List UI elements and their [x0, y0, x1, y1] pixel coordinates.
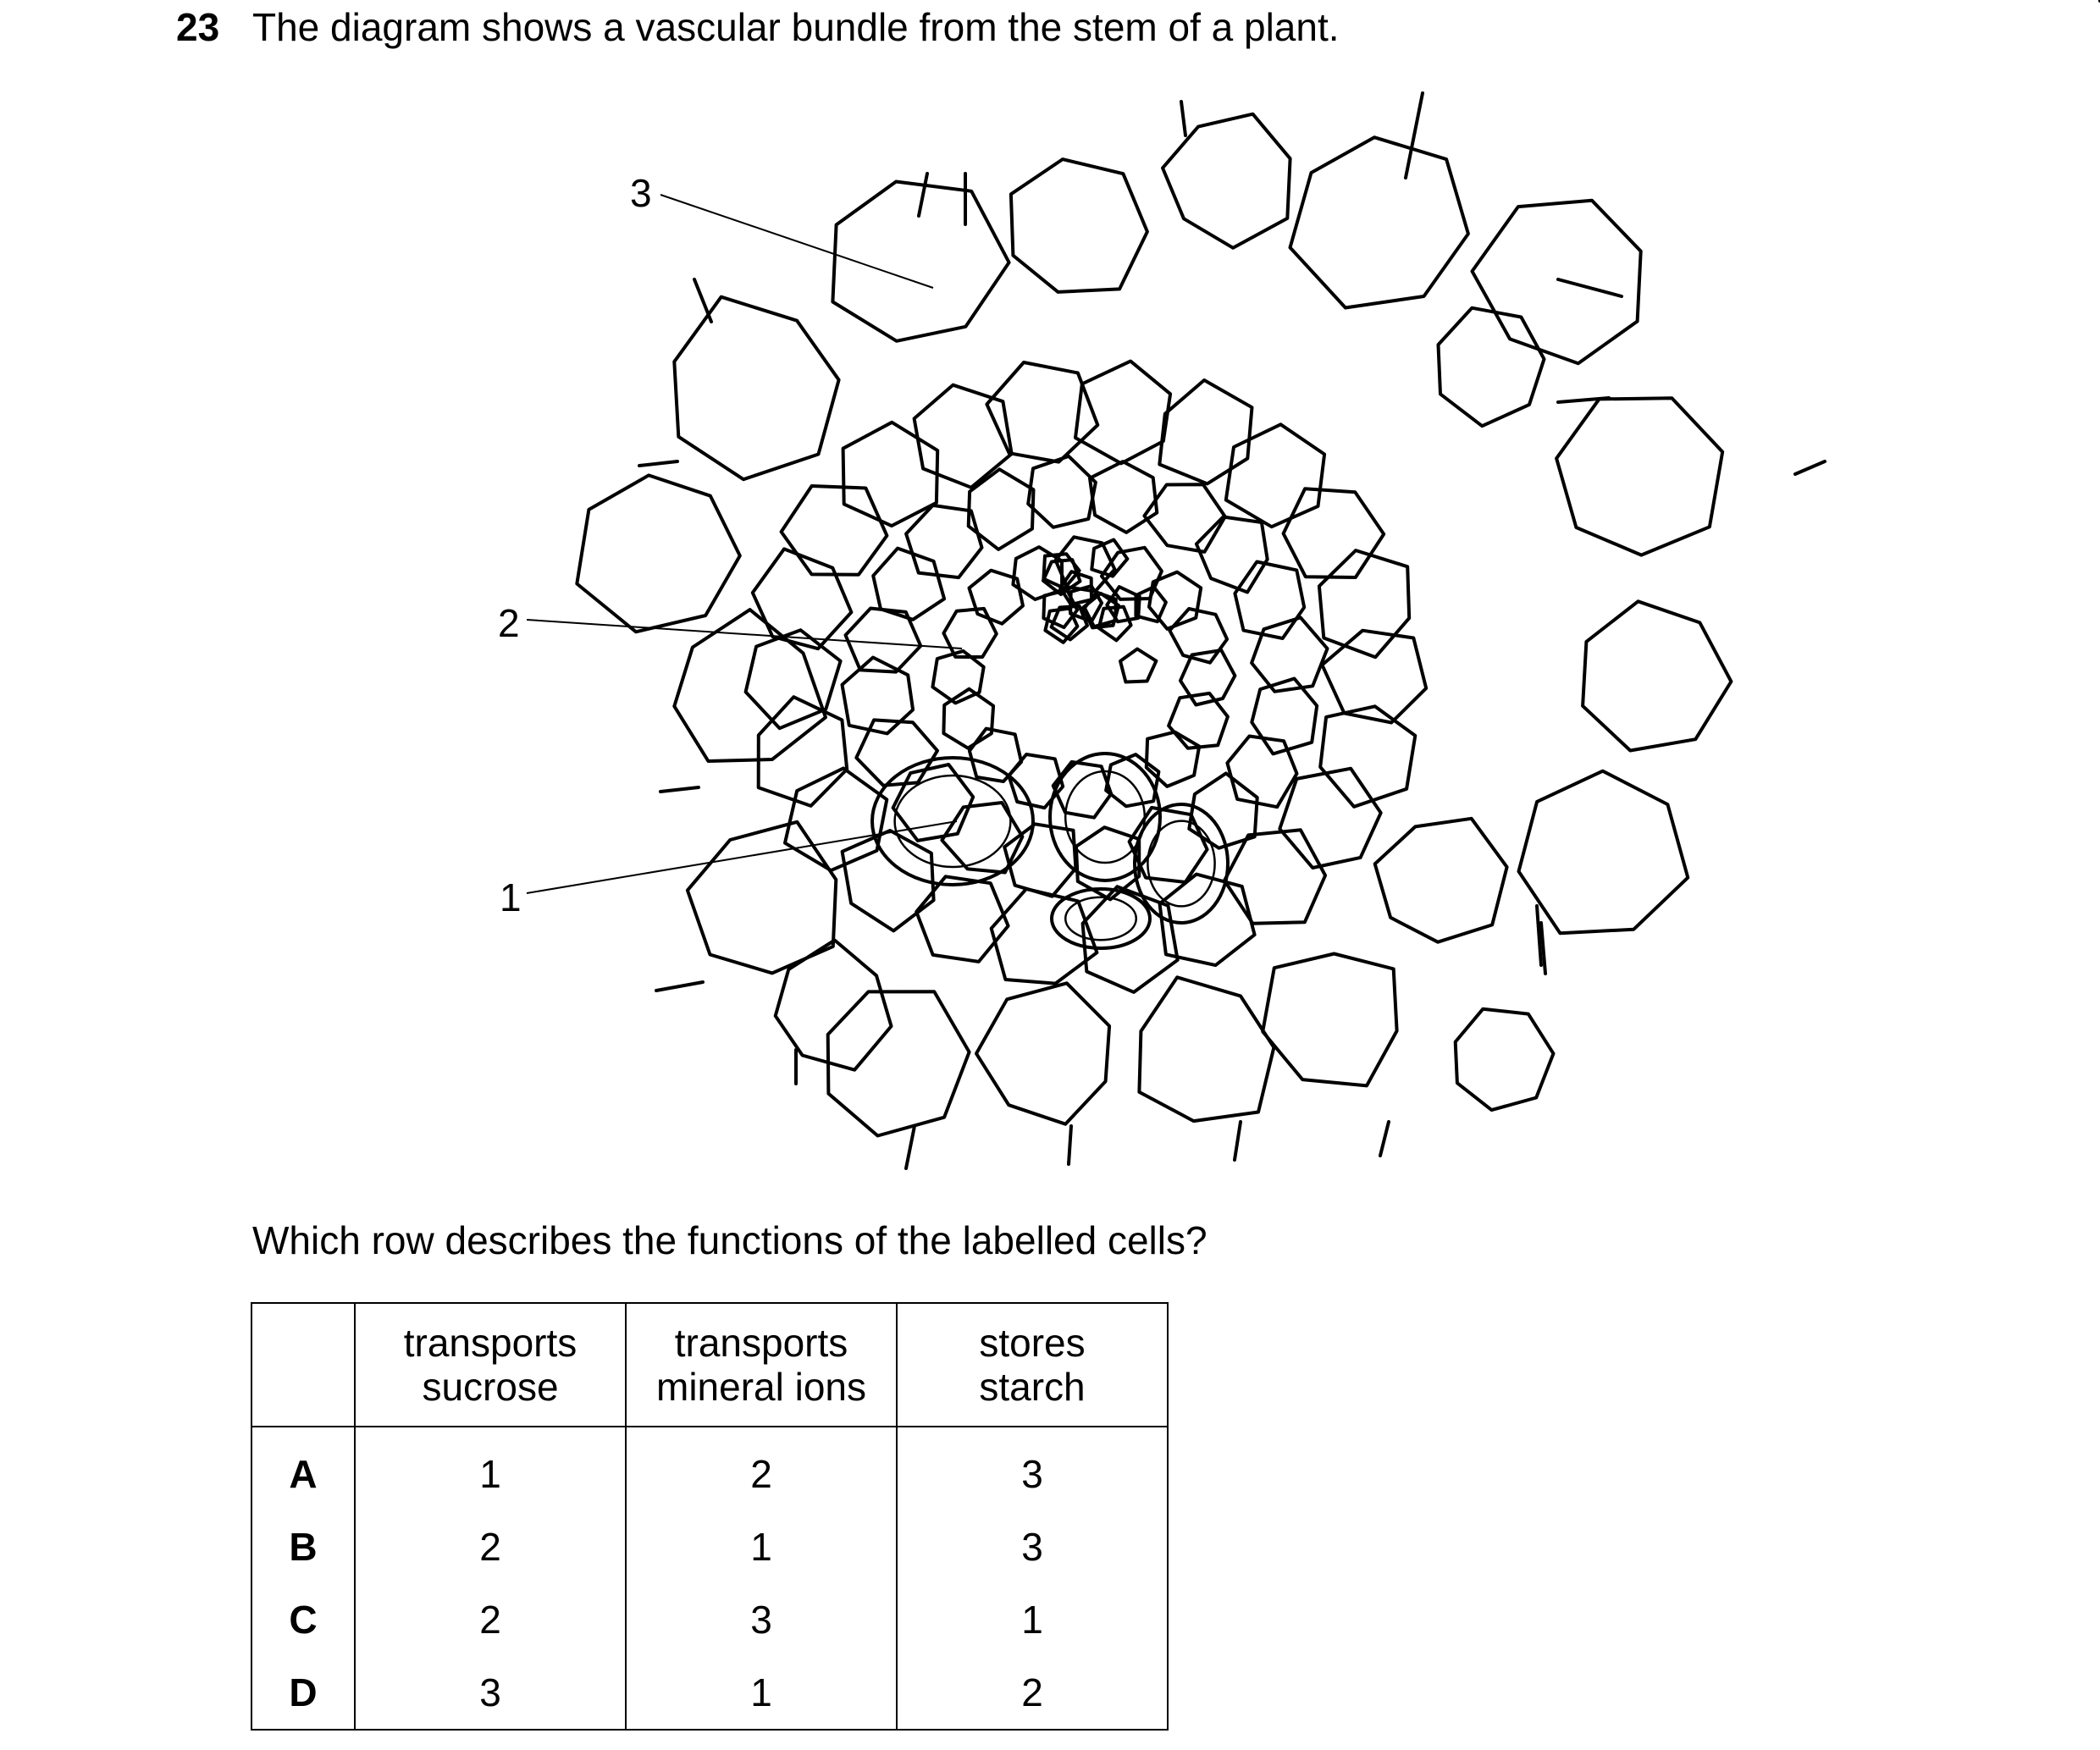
phloem-cell: [1120, 649, 1156, 682]
table-corner-cell: [251, 1303, 355, 1427]
parenchyma-cell: [1011, 159, 1147, 292]
parenchyma-cell: [1290, 137, 1468, 307]
option-value: 3: [897, 1510, 1168, 1583]
cell-wall-stub: [1558, 279, 1622, 296]
option-value: 2: [355, 1510, 626, 1583]
option-value: 1: [626, 1656, 897, 1730]
vascular-cell: [843, 422, 938, 526]
parenchyma-cell: [1163, 114, 1290, 248]
option-row-c[interactable]: [251, 1583, 1168, 1656]
parenchyma-cell: [674, 297, 838, 480]
cell-wall-stub: [660, 787, 699, 792]
cell-wall-stub: [1558, 398, 1609, 402]
vascular-cell: [1028, 456, 1096, 527]
label-1-leader-line: [527, 821, 957, 893]
parenchyma-cell: [1139, 977, 1274, 1121]
vascular-cell: [1075, 362, 1170, 464]
header-transports-mineral-ions: transports mineral ions: [626, 1303, 897, 1427]
option-value: 1: [355, 1427, 626, 1510]
vascular-cell: [970, 729, 1021, 781]
question-text: The diagram shows a vascular bundle from the stem of a plant.: [252, 5, 1340, 49]
label-2: 2: [498, 601, 520, 645]
vascular-cell: [1159, 380, 1252, 483]
option-value: 3: [897, 1427, 1168, 1510]
option-value: 2: [626, 1427, 897, 1510]
option-row-d[interactable]: [251, 1656, 1168, 1730]
question-prompt: Which row describes the functions of the labelled cells?: [252, 1218, 1208, 1262]
option-value: 2: [897, 1656, 1168, 1730]
option-key: C: [251, 1583, 355, 1656]
vascular-cell: [1130, 808, 1208, 882]
xylem-vessel-lumen: [1065, 771, 1145, 863]
cell-wall-stub: [1235, 1122, 1241, 1160]
label-1: 1: [500, 875, 522, 919]
parenchyma-cell: [776, 941, 892, 1070]
parenchyma-cell: [1519, 771, 1688, 934]
parenchyma-cell: [1556, 398, 1722, 555]
label-3: 3: [630, 171, 652, 215]
cell-wall-stub: [694, 279, 711, 322]
parenchyma-cell: [1473, 201, 1641, 364]
vascular-cell: [1169, 693, 1228, 748]
vascular-cell: [1226, 424, 1324, 527]
cell-wall-stub: [1181, 102, 1185, 135]
parenchyma-cell: [1583, 601, 1731, 750]
parenchyma-cell: [976, 983, 1109, 1123]
header-transports-sucrose: transports sucrose: [355, 1303, 626, 1427]
vascular-cell: [873, 549, 944, 620]
vascular-cell: [943, 609, 996, 657]
cell-wall-stub: [639, 461, 677, 466]
cell-wall-stub: [1406, 93, 1423, 178]
parenchyma-cell: [828, 991, 970, 1135]
option-value: 2: [355, 1583, 626, 1656]
option-value: 3: [626, 1583, 897, 1656]
option-value: 3: [355, 1656, 626, 1730]
vascular-cell: [1160, 875, 1255, 966]
vascular-cell: [1284, 489, 1384, 577]
vascular-cell: [782, 486, 887, 575]
label-3-leader-line: [660, 195, 933, 288]
cell-wall-stub: [656, 982, 703, 991]
cell-wall-stub: [1795, 461, 1825, 474]
cell-wall-stub: [919, 174, 927, 216]
question-number: 23: [176, 5, 220, 49]
vascular-cell: [1227, 737, 1296, 808]
vascular-cell: [753, 549, 852, 649]
vascular-cell: [1224, 830, 1325, 923]
parenchyma-cell: [577, 475, 740, 632]
parenchyma-cell: [1263, 954, 1396, 1086]
option-key: A: [251, 1427, 355, 1510]
cell-wall-stub: [906, 1126, 915, 1168]
cell-wall-stub: [1380, 1122, 1389, 1156]
label-2-leader-line: [527, 620, 962, 649]
vascular-cell: [1196, 517, 1268, 593]
parenchyma-cell: [1456, 1009, 1554, 1110]
parenchyma-cell: [1375, 819, 1507, 942]
vascular-cell: [916, 876, 1008, 962]
header-stores-starch: stores starch: [897, 1303, 1168, 1427]
parenchyma-cell: [1439, 308, 1545, 427]
option-row-b[interactable]: [251, 1510, 1168, 1583]
option-value: 1: [626, 1510, 897, 1583]
option-key: D: [251, 1656, 355, 1730]
vascular-cell: [1279, 769, 1380, 868]
option-value: 1: [897, 1583, 1168, 1656]
option-row-a[interactable]: [251, 1427, 1168, 1510]
cell-wall-stub: [1069, 1126, 1071, 1164]
vascular-cell: [1147, 732, 1199, 787]
xylem-vessel-lumen: [1147, 821, 1214, 907]
option-key: B: [251, 1510, 355, 1583]
answer-table: [251, 1302, 1169, 1731]
